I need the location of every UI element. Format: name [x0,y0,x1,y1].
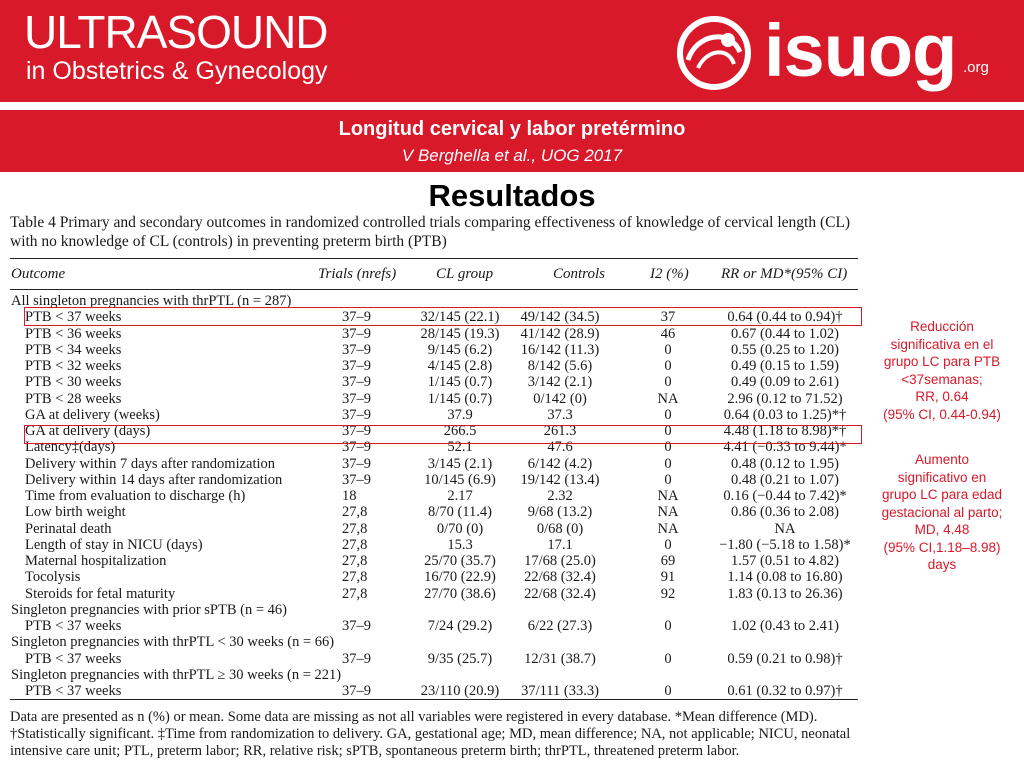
table-section-row [0,634,860,650]
cell-rr: 0.16 (−0.44 to 7.42)* [723,488,847,504]
cell-controls: 6/142 (4.2) [527,455,593,472]
cell-rr: −1.80 (−5.18 to 1.58)* [719,536,851,553]
cell-outcome: PTB < 36 weeks [25,325,122,342]
cell-trials: 27,8 [342,569,368,586]
table-section-row [0,667,860,683]
note-line: grupo LC para PTB [883,354,1001,369]
table-row [0,569,860,585]
cell-rr: 0.64 (0.03 to 1.25)*† [723,406,847,423]
cell-controls: 0/142 (0) [533,390,587,407]
cell-rr: 0.49 (0.09 to 2.61) [731,374,839,391]
cell-i2: 46 [660,325,676,342]
cell-i2: NA [657,488,679,504]
note-line: Reducción [910,319,974,334]
col-header-rr: RR or MD*(95% CI) [721,266,848,282]
table-row [0,342,860,358]
table-row [0,521,860,537]
cell-rr: 1.57 (0.51 to 4.82) [731,553,839,569]
table-row [0,651,860,667]
table-top-rule [10,258,858,259]
cell-trials: 37–9 [342,650,371,667]
table-row [0,586,860,602]
cell-cl-group: 266.5 [443,423,477,439]
cell-trials: 27,8 [342,553,368,569]
cell-rr: 0.48 (0.21 to 1.07) [731,471,839,488]
cell-rr: 0.55 (0.25 to 1.20) [731,341,839,358]
cell-trials: 37–9 [342,683,371,699]
cell-trials: 37–9 [342,406,371,423]
cell-controls: 8/142 (5.6) [527,358,593,374]
cell-i2: 0 [664,618,672,634]
cell-controls: 261.3 [543,423,577,439]
journal-subtitle: in Obstetrics & Gynecology [26,57,328,85]
cell-outcome: PTB < 37 weeks [25,309,122,326]
note-line: days [927,557,957,572]
table-row [0,683,860,699]
cell-outcome: PTB < 37 weeks [25,618,122,634]
cell-trials: 37–9 [342,390,371,407]
cell-controls: 37/111 (33.3) [521,683,599,699]
cell-trials: 27,8 [342,585,368,602]
cell-i2: 69 [660,553,676,569]
note-line: Aumento [914,452,970,467]
cell-trials: 37–9 [342,423,371,439]
cell-cl-group: 9/145 (6.2) [427,341,493,358]
cell-controls: 12/31 (38.7) [524,650,596,667]
table-row [0,391,860,407]
cell-cl-group: 28/145 (19.3) [420,325,500,342]
cell-controls: 9/68 (13.2) [527,504,593,521]
table-row [0,618,860,634]
note-line: RR, 0.64 [915,389,969,404]
table-row [0,553,860,569]
cell-trials: 37–9 [342,439,371,456]
cell-cl-group: 16/70 (22.9) [424,569,496,586]
cell-trials: 37–9 [342,455,371,472]
results-heading: Resultados [428,178,596,213]
cell-outcome: Length of stay in NICU (days) [25,536,203,553]
cell-rr: 2.96 (0.12 to 71.52) [727,390,843,407]
cell-i2: NA [657,504,679,521]
cell-cl-group: 52.1 [447,439,473,456]
cell-cl-group: 32/145 (22.1) [420,309,500,326]
cell-trials: 27,8 [342,504,368,521]
cell-outcome: Steroids for fetal maturity [25,585,176,602]
cell-rr: 4.41 (−0.33 to 9.44)* [723,439,847,456]
col-header-trials: Trials (nrefs) [318,266,397,282]
note-line: significativo en [897,469,987,485]
note-line: (95% CI,1.18–8.98) [883,539,1001,555]
cell-outcome: All singleton pregnancies with thrPTL (n = 287) [11,293,292,309]
table-row [0,358,860,374]
cell-cl-group: 1/145 (0.7) [427,374,493,391]
table-row [0,456,860,472]
journal-title: ULTRASOUND [24,6,328,58]
cell-cl-group: 0/70 (0) [436,520,484,537]
col-header-controls: Controls [553,266,605,282]
highlight-ga-days-row [24,425,862,444]
cell-trials: 37–9 [342,309,371,326]
cell-rr: NA [774,520,796,537]
cell-outcome: Latency‡(days) [25,439,116,456]
cell-controls: 6/22 (27.3) [527,618,593,634]
isuog-emblem-icon [670,10,758,96]
journal-header [0,0,1024,102]
table-footnote: Data are presented as n (%) or mean. Some data are missing as not all variables were registered in every database. *Mean difference (MD). †Statistically significant. ‡Time from randomization to delivery. GA, gestational age; MD, mean difference; NA, not applicable; NICU, neonatal intensive care unit; PTL, preterm labor; RR, relative risk; sPTB, spontaneous preterm birth; thrPTL, threatened preterm labor. [10,709,851,759]
cell-outcome: Maternal hospitalization [25,553,167,569]
cell-controls: 17.1 [547,536,573,553]
cell-i2: 0 [664,374,672,391]
cell-controls: 22/68 (32.4) [524,569,596,586]
cell-i2: 91 [660,569,676,586]
cell-trials: 37–9 [342,374,371,391]
cell-i2: 0 [664,358,672,374]
cell-cl-group: 2.17 [447,488,473,504]
table-section-row [0,602,860,618]
cell-trials: 27,8 [342,520,368,537]
title-banner [0,110,1024,172]
cell-outcome: Delivery within 7 days after randomization [25,455,276,472]
note-line: gestacional al parto; [881,504,1003,520]
logo-suffix: .org [963,59,989,76]
cell-outcome: GA at delivery (days) [25,423,151,439]
note-line: (95% CI, 0.44-0.94) [883,406,1001,422]
side-note-ptb [860,318,1024,423]
cell-outcome: PTB < 28 weeks [25,390,122,407]
cell-controls: 41/142 (28.9) [520,325,600,342]
cell-cl-group: 25/70 (35.7) [424,553,496,569]
cell-trials: 18 [342,488,357,504]
table-bottom-rule [10,699,858,700]
cell-outcome: Delivery within 14 days after randomization [25,471,283,488]
side-note-ga [860,451,1024,574]
cell-controls: 3/142 (2.1) [527,374,593,391]
note-line: <37semanas; [901,371,983,387]
cell-controls: 17/68 (25.0) [524,553,596,569]
cell-trials: 27,8 [342,536,368,553]
cell-trials: 37–9 [342,618,371,634]
cell-i2: 0 [664,423,672,439]
cell-rr: 1.14 (0.08 to 16.80) [727,569,843,586]
cell-outcome: Singleton pregnancies with thrPTL ≥ 30 weeks (n = 221) [11,666,342,683]
note-line: significativa en el [890,336,994,352]
cell-rr: 4.48 (1.18 to 8.98)*† [723,423,847,439]
cell-outcome: PTB < 34 weeks [25,341,122,358]
table-header-rule [10,289,858,290]
cell-controls: 0/68 (0) [536,520,584,537]
cell-outcome: PTB < 37 weeks [25,683,122,699]
cell-outcome: Time from evaluation to discharge (h) [25,488,246,504]
table-row [0,537,860,553]
cell-outcome: Low birth weight [25,504,126,521]
cell-i2: 37 [660,309,676,326]
cell-cl-group: 15.3 [447,536,473,553]
cell-i2: 0 [664,471,672,488]
cell-controls: 2.32 [547,488,573,504]
cell-rr: 0.86 (0.36 to 2.08) [731,504,839,521]
cell-rr: 0.49 (0.15 to 1.59) [731,358,839,374]
isuog-logo [670,10,1000,96]
cell-controls: 19/142 (13.4) [520,471,600,488]
cell-outcome: PTB < 37 weeks [25,650,122,667]
cell-rr: 0.59 (0.21 to 0.98)† [727,650,843,667]
cell-rr: 0.61 (0.32 to 0.97)† [727,683,843,699]
cell-i2: 0 [664,455,672,472]
cell-i2: 0 [664,439,672,456]
table-row [0,407,860,423]
table-row [0,472,860,488]
cell-cl-group: 10/145 (6.9) [424,471,496,488]
cell-cl-group: 8/70 (11.4) [428,504,492,521]
note-line: grupo LC para edad [881,487,1003,502]
note-line: MD, 4.48 [914,522,970,537]
cell-rr: 0.67 (0.44 to 1.02) [731,325,839,342]
cell-outcome: PTB < 32 weeks [25,358,122,374]
cell-cl-group: 1/145 (0.7) [427,390,493,407]
cell-cl-group: 7/24 (29.2) [427,618,493,634]
table-row [0,488,860,504]
cell-cl-group: 3/145 (2.1) [427,455,493,472]
col-header-cl-group: CL group [436,266,494,282]
cell-i2: 92 [660,585,676,602]
logo-wordmark: isuog [764,9,957,92]
cell-controls: 47.6 [547,439,573,456]
cell-trials: 37–9 [342,325,371,342]
table-row [0,326,860,342]
cell-trials: 37–9 [342,358,371,374]
cell-outcome: GA at delivery (weeks) [25,406,160,423]
cell-i2: 0 [664,536,672,553]
cell-outcome: Tocolysis [25,569,81,586]
cell-i2: NA [657,390,679,407]
cell-controls: 49/142 (34.5) [520,309,600,326]
slide-title: Longitud cervical y labor pretérmino [338,118,686,140]
cell-controls: 16/142 (11.3) [520,341,600,358]
cell-i2: 0 [664,341,672,358]
cell-rr: 1.83 (0.13 to 26.36) [727,585,843,602]
highlight-ptb37-row [24,307,862,326]
cell-outcome: Singleton pregnancies with thrPTL < 30 weeks (n = 66) [11,634,335,651]
cell-outcome: PTB < 30 weeks [25,374,122,391]
cell-trials: 37–9 [342,471,371,488]
cell-rr: 1.02 (0.43 to 2.41) [731,618,839,634]
cell-outcome: Singleton pregnancies with prior sPTB (n = 46) [11,601,287,618]
cell-i2: NA [657,520,679,537]
table-row [0,504,860,520]
cell-i2: 0 [664,683,672,699]
cell-controls: 22/68 (32.4) [524,585,596,602]
cell-trials: 37–9 [342,341,371,358]
cell-controls: 37.3 [547,406,573,423]
col-header-i2: I2 (%) [650,266,689,282]
cell-outcome: Perinatal death [25,520,112,537]
cell-i2: 0 [664,650,672,667]
cell-i2: 0 [664,406,672,423]
cell-cl-group: 9/35 (25.7) [427,650,493,667]
cell-cl-group: 4/145 (2.8) [427,358,493,374]
cell-cl-group: 23/110 (20.9) [420,683,500,699]
slide-author: V Berghella et al., UOG 2017 [401,146,623,165]
cell-cl-group: 37.9 [447,406,473,423]
table-row [0,374,860,390]
col-header-outcome: Outcome [11,266,66,282]
cell-cl-group: 27/70 (38.6) [424,585,496,602]
cell-rr: 0.48 (0.12 to 1.95) [731,455,839,472]
cell-rr: 0.64 (0.44 to 0.94)† [727,309,843,326]
table-caption: Table 4 Primary and secondary outcomes in randomized controlled trials comparing effectiveness of knowledge of cervical length (CL) with no knowledge of CL (controls) in preventing preterm birth (PTB) [10,214,851,250]
